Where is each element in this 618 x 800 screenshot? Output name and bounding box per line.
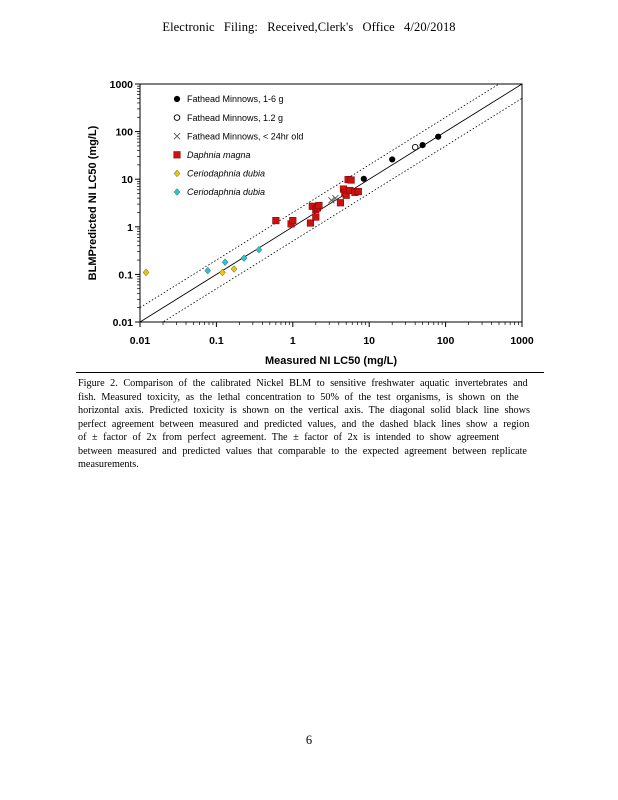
legend xyxy=(174,94,304,197)
legend-label: Ceriodaphnia dubia xyxy=(187,187,266,198)
data-point xyxy=(337,199,344,206)
data-point xyxy=(205,267,211,274)
axis-ticks xyxy=(110,79,534,347)
data-point xyxy=(355,188,362,195)
x-axis-title: Measured NI LC50 (mg/L) xyxy=(264,355,398,367)
data-point xyxy=(361,176,366,181)
legend-label: Fathead Minnows, < 24hr old xyxy=(187,131,304,142)
y-tick-label: 10 xyxy=(121,174,133,187)
legend-marker xyxy=(174,133,180,139)
legend-marker xyxy=(174,152,181,159)
data-point xyxy=(231,266,237,273)
x-tick-label: 0.01 xyxy=(129,335,151,347)
data-point xyxy=(436,134,441,139)
legend-marker xyxy=(174,189,180,196)
data-point xyxy=(316,202,323,209)
caption-rule xyxy=(76,372,544,373)
legend-label: Ceriodaphnia dubia xyxy=(187,168,266,179)
legend-marker xyxy=(174,96,179,101)
data-point xyxy=(312,214,319,221)
x-tick-label: 1000 xyxy=(510,335,534,347)
y-axis-title: BLMPredicted NI LC50 (mg/L) xyxy=(87,125,99,281)
data-point xyxy=(143,269,149,276)
x-tick-label: 0.1 xyxy=(209,335,224,347)
figure-caption xyxy=(78,377,534,472)
data-point xyxy=(390,157,395,162)
data-point xyxy=(290,217,297,224)
data-point xyxy=(222,259,228,266)
x-tick-label: 100 xyxy=(436,335,455,347)
scatter-chart xyxy=(70,72,540,372)
page-number: 6 xyxy=(305,733,313,747)
reference-lines xyxy=(140,72,522,336)
x-tick-label: 10 xyxy=(363,335,376,347)
data-point xyxy=(256,246,262,253)
legend-label: Daphnia magna xyxy=(187,150,251,160)
legend-marker xyxy=(174,170,180,177)
data-point xyxy=(273,217,280,224)
data-point xyxy=(348,177,355,184)
y-tick-label: 1000 xyxy=(109,79,133,91)
data-point xyxy=(219,269,225,276)
caption-text: Figure 2. Comparison of the calibrated Nickel BLM to sensitive freshwater aquatic invertebrates and fish. Measured toxicity, as the lethal concentration to 50% of the test organisms, is shown on the horizontal axis. Predicted toxicity is shown on the vertical axis. The diagonal solid black line shows perfect agreement between measured and predicted values, and the dashed black lines show a region of ± factor of 2x from perfect agreement. The ± factor of 2x is intended to show agreement between measured and predicted values that comparable to the expected agreement between replicate measurements. xyxy=(78,378,530,470)
legend-label: Fathead Minnows, 1-6 g xyxy=(187,94,284,105)
data-point xyxy=(420,143,425,148)
data-point xyxy=(412,144,418,150)
filing-header: Electronic Filing: Received,Clerk's Office 4/20/2018 xyxy=(162,20,456,34)
legend-marker xyxy=(174,115,180,121)
legend-label: Fathead Minnows, 1.2 g xyxy=(187,112,284,123)
x-tick-label: 1 xyxy=(289,335,296,347)
y-tick-label: 1 xyxy=(127,221,133,234)
y-tick-label: 100 xyxy=(115,126,133,139)
data-point xyxy=(307,220,314,227)
y-tick-label: 0.1 xyxy=(118,269,133,282)
y-tick-label: 0.01 xyxy=(112,317,133,329)
